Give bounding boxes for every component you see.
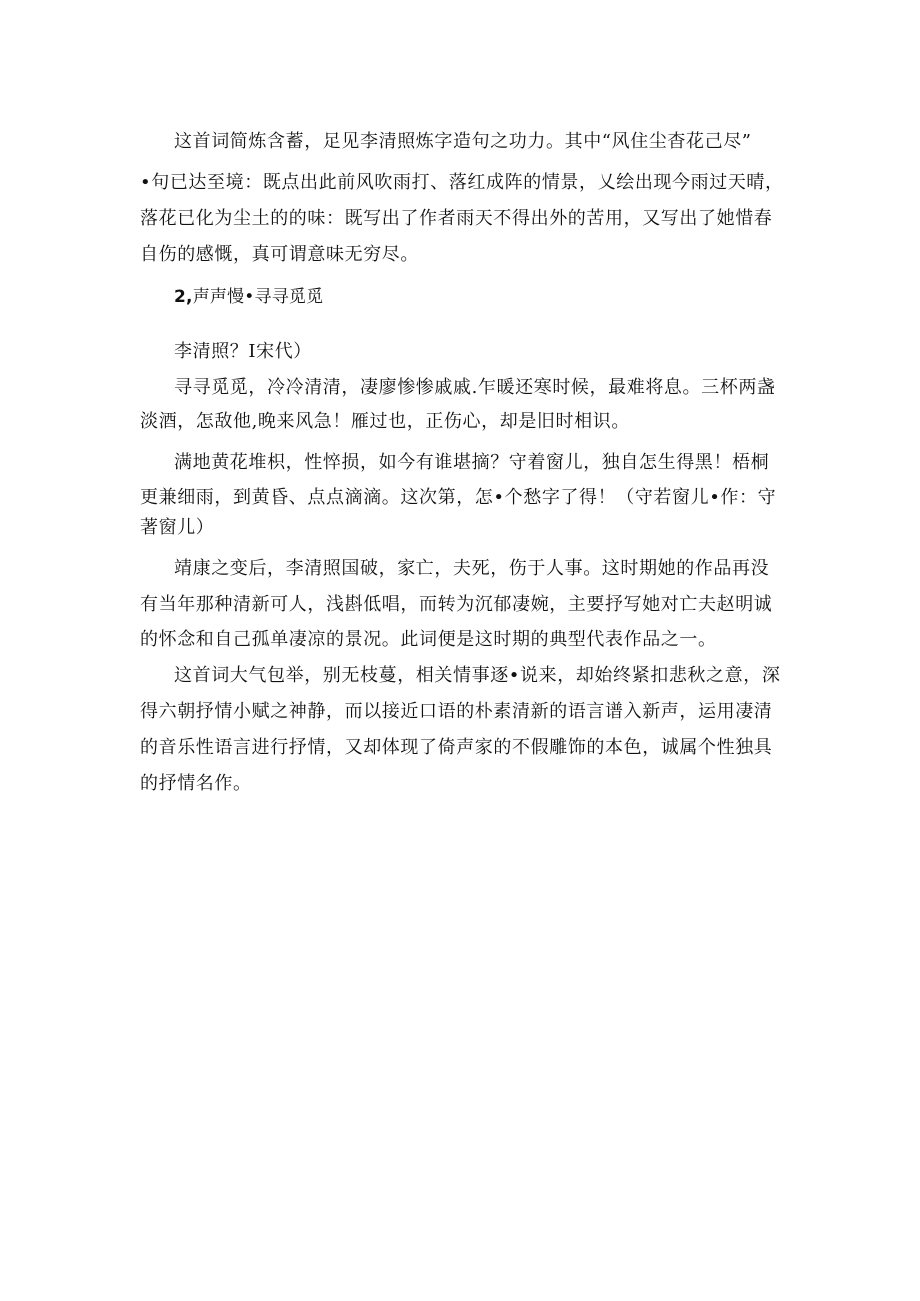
section-heading	[174, 285, 323, 309]
paragraph-4-line-3: 的怀念和自己孤单凄凉的景况。此词便是这时期的典型代表作品之一。	[140, 629, 717, 650]
paragraph-1-line-2: •句已达至境：既点出此前风吹雨打、落红成阵的情景，乂绘出现今雨过天晴，	[140, 172, 784, 193]
section-title: 声声慢•寻寻觅觅	[192, 287, 324, 307]
paragraph-1-line-4: 自伤的感慨，真可谓意味无穷尽。	[140, 244, 419, 265]
paragraph-4-line-2: 有当年那种清新可人，浅斟低唱，而转为沉郁凄婉，主要抒写她对亡夫赵明诚	[140, 594, 773, 615]
paragraph-5-line-4: 的抒情名作。	[140, 773, 252, 794]
paragraph-5-line-2: 得六朝抒情小赋之神静，而以接近口语的朴素清新的语言谱入新声，运用凄清	[140, 701, 773, 722]
paragraph-5-line-3: 的音乐性语言进行抒情，又却体现了倚声家的不假雕饰的本色，诚属个性独具	[140, 737, 773, 758]
section-number: 2,	[174, 287, 193, 307]
paragraph-1-line-3: 落花已化为尘土的的味：既写出了作者雨天不得出外的苦用，又写出了她惜春	[140, 208, 773, 229]
paragraph-3-line-3: 著窗儿）	[140, 517, 215, 538]
paragraph-4-line-1: 靖康之变后，李清照国破，家亡，夫死，伤于人事。这时期她的作品再没	[174, 558, 770, 579]
paragraph-2-line-2: 淡酒，怎敌他,晚来风急！雁过也，正伤心，却是旧时相识。	[140, 411, 630, 432]
paragraph-1-line-1: 这首词简炼含蓄，足见李清照炼字造句之功力。其中“风住尘杳花己尽”	[174, 131, 752, 152]
paragraph-3-line-2: 更兼细雨，到黄昏、点点滴滴。这次第，怎•个愁字了得！（守若窗儿•作：守	[140, 487, 777, 508]
author-line: 李清照？I宋代）	[174, 341, 312, 362]
paragraph-2-line-1: 寻寻觅觅，冷冷清清，凄廖惨惨戚戚.乍暖还寒时候，最难将息。三杯两盏	[174, 377, 776, 398]
paragraph-5-line-1: 这首词大气包举，别无枝蔓，相关情事逐•说来，却始终紧扣悲秋之意，深	[174, 665, 781, 686]
paragraph-3-line-1: 满地黄花堆枳，性悴损，如今有谁堪摘？守着窗儿，独自怎生得黑！梧桐	[174, 452, 770, 473]
